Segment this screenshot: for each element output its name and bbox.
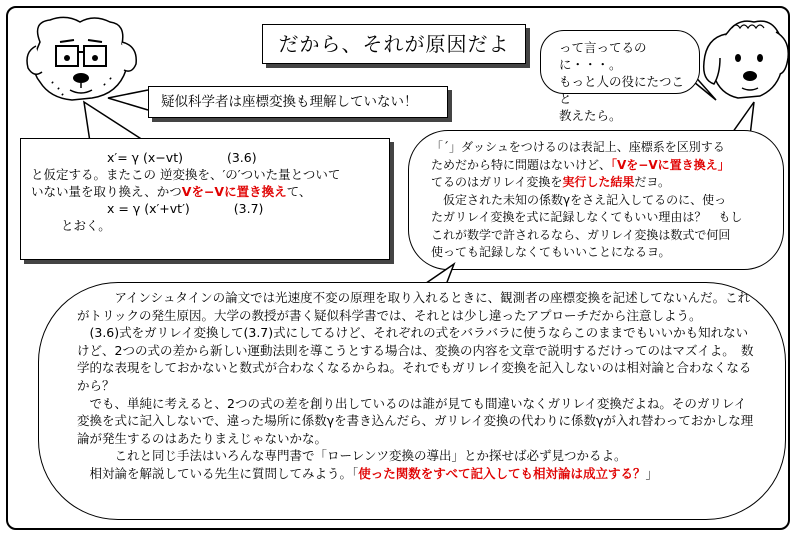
equation-3-6-text: x′= γ (x−vt) (107, 150, 183, 165)
main-paragraph-3: でも、単純に考えると、2つの式の差を創り出しているのは誰が見ても間違いなくガリレイ変換だよね。そのガリレイ変換を式に記入しないで、違った場所に係数γを書き込んだら、ガリレイ変換の代わりに係数γが入れ替わっておかしな理論が発生するのはあたりまえじゃないかな。 (77, 395, 754, 446)
main-paragraph-4: これと同じ手法はいろんな専門書で「ローレンツ変換の導出」とか探せば必ず見つかるよ。 (114, 448, 627, 464)
mid-bubble-line-7: 使っても記録しなくてもいいことになるヨ。 (431, 245, 671, 259)
main-speech-bubble (38, 282, 786, 520)
mid-bubble-line-2 (431, 157, 773, 175)
formula-line-2-post: て、 (286, 184, 312, 199)
main-paragraph-5-pre: 相対論を解説している先生に質問してみよう。「 (89, 465, 359, 481)
formula-line-2-pre: いない量を取り換え、かつ (31, 184, 182, 199)
dog-speech-bubble (540, 30, 700, 123)
mid-bubble-line-3-pre: てるのはガリレイ変換を (431, 175, 563, 189)
formula-line-2-highlight: Vを−Vに置き換え (181, 184, 287, 199)
mid-bubble-line-5: たガリレイ変換を式に記録しなくてもいい理由は？ もし (431, 210, 743, 224)
formula-line-2 (31, 183, 381, 200)
formula-line-3: とおく。 (61, 218, 111, 233)
mid-bubble-line-3-post: だヨ。 (634, 175, 670, 189)
equation-3-6-number: (3.6) (226, 150, 257, 165)
equation-3-7 (31, 200, 381, 217)
main-paragraph-5 (77, 465, 755, 483)
main-paragraph-5-post: 」 (645, 465, 659, 481)
explanation-speech-bubble (408, 130, 784, 270)
mid-bubble-line-4: 仮定された未知の係数γをさえ記入してるのに、使っ (443, 192, 727, 207)
subtitle: 疑似科学者は座標変換も理解していない！ (148, 86, 448, 118)
equation-3-7-number: (3.7) (233, 201, 264, 216)
main-paragraph-2: (3.6)式をガリレイ変換して(3.7)式にしてるけど、それぞれの式をバラバラに使うならこのままでもいいかも知れないけど、2つの式の差から新しい運動法則を導こうとする場合は、変換の内容を文章で説明するだけってのはマズイよ。 数学的な表現をしておかないと数式が合わなくなるからね。それでもガリレイ変換を記入しないのは相対論と合わなくなるから？ (77, 325, 754, 393)
mid-bubble-line-2-pre: ためだから特に問題はないけど、 (431, 157, 612, 172)
main-paragraph-1: アインシュタインの論文では光速度不変の原理を取り入れるときに、観測者の座標変換を記述してないんだ。これがトリックの発生原因。大学の教授が書く疑似科学書では、それとは少し違ったアプローチだから注意しよう。 (77, 290, 751, 323)
dog-bubble-line-3: 教えたら。 (559, 108, 622, 123)
page-title: だから、それが原因だよ (262, 24, 526, 64)
dog-bubble-line-2: もっと人の役にたつこと (559, 74, 685, 106)
mid-bubble-highlight-1: 「Vを−Vに置き換え」 (611, 157, 730, 172)
formula-box (20, 138, 390, 260)
main-question-highlight: 使った関数をすべて記入しても相対論は成立する？ (358, 465, 646, 481)
mid-bubble-line-3 (431, 174, 773, 192)
mid-bubble-line-6: これが数学で許されるなら、ガリレイ変換は数式で何回 (431, 227, 731, 242)
mid-bubble-line-1: 「´」ダッシュをつけるのは表記上、座標系を区別する (431, 140, 725, 154)
equation-3-6 (31, 149, 381, 166)
dog-bubble-line-1: って言ってるのに・・・。 (559, 40, 647, 72)
mid-bubble-highlight-2: 実行した結果 (562, 175, 635, 189)
equation-3-7-text: x = γ (x′+vt′) (107, 201, 190, 216)
formula-line-1: と仮定する。またこの 逆変換を、′の′ついた量とついて (31, 167, 341, 182)
